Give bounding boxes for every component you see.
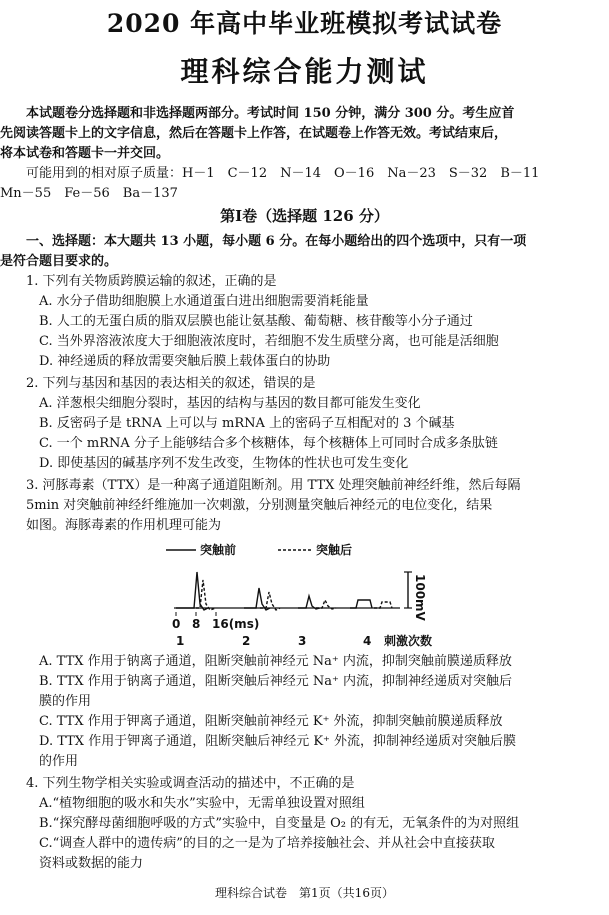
membrane-potential-figure — [160, 542, 450, 650]
section-intro-line: 是符合题目要求的。 — [0, 254, 118, 269]
stimulus-number: 1 — [176, 634, 185, 648]
pre-trace-4 — [350, 600, 372, 608]
question-2-option-c: C. 一个 mRNA 分子上能够结合多个核糖体，每个核糖体上可同时合成多条肽链 — [0, 436, 498, 451]
stimulus-axis-label: 刺激次数 — [384, 634, 433, 648]
exam-subtitle: 理科综合能力测试 — [180, 55, 429, 88]
question-3-option-a: A. TTX 作用于钠离子通道，阻断突触前神经元 Na⁺ 内流，抑制突触前膜递质释放 — [0, 654, 512, 669]
legend-pre-label: 突触前 — [200, 543, 237, 557]
question-3-option-d: D. TTX 作用于钾离子通道，阻断突触后神经元 K⁺ 外流，抑制神经递质对突触后膜 — [0, 734, 517, 749]
question-1-option-b: B. 人工的无蛋白质的脂双层膜也能让氨基酸、葡萄糖、核苷酸等小分子通过 — [0, 314, 473, 329]
question-3-stem: 5min 对突触前神经纤维施加一次刺激，分别测量突触后神经元的电位变化，结果 — [0, 498, 493, 513]
question-2-option-d: D. 即使基因的碱基序列不发生改变，生物体的性状也可发生变化 — [0, 456, 409, 471]
instruction-line: 本试题卷分选择题和非选择题两部分。考试时间 150 分钟，满分 300 分。考生应首 — [0, 106, 515, 121]
question-2-option-b: B. 反密码子是 tRNA 上可以与 mRNA 上的密码子互相配对的 3 个碱基 — [0, 416, 455, 431]
question-2-stem: 2. 下列与基因和基因的表达相关的叙述，错误的是 — [0, 376, 316, 391]
post-trace-2 — [260, 592, 280, 610]
atomic-mass-line: 可能用到的相对原子质量：H－1 C－12 N－14 O－16 Na－23 S－32 B－11 — [0, 166, 540, 181]
stimulus-number: 3 — [298, 634, 307, 648]
question-1-option-c: C. 当外界溶液浓度大于细胞液浓度时，若细胞不发生质壁分离，也可能是活细胞 — [0, 334, 499, 349]
instruction-line: 先阅读答题卡上的文字信息，然后在答题卡上作答，在试题卷上作答无效。考试结束后， — [0, 126, 508, 141]
question-4-option-c-cont: 资料或数据的能力 — [0, 856, 144, 871]
question-4-stem: 4. 下列生物学相关实验或调查活动的描述中，不正确的是 — [0, 776, 355, 791]
question-1-option-d: D. 神经递质的释放需要突触后膜上载体蛋白的协助 — [0, 354, 331, 369]
time-tick-label: 0 — [172, 617, 181, 631]
exam-title: 2020 年高中毕业班模拟考试试卷 — [106, 9, 503, 38]
pre-trace-3 — [298, 596, 320, 609]
question-3-option-c: C. TTX 作用于钾离子通道，阻断突触前神经元 K⁺ 外流，抑制突触前膜递质释放 — [0, 714, 503, 729]
question-3-option-b: B. TTX 作用于钠离子通道，阻断突触后神经元 Na⁺ 内流，抑制神经递质对突触后 — [0, 674, 513, 689]
legend-post-label: 突触后 — [316, 543, 353, 557]
scale-bar-label: 100mV — [413, 574, 427, 621]
pre-trace-1 — [176, 572, 208, 610]
question-1-option-a: A. 水分子借助细胞膜上水通道蛋白进出细胞需要消耗能量 — [0, 294, 369, 309]
question-3-stem: 如图。海豚毒素的作用机理可能为 — [0, 518, 222, 533]
atomic-mass-line: Mn－55 Fe－56 Ba－137 — [0, 186, 178, 201]
stimulus-number: 4 — [363, 634, 372, 648]
question-4-option-a: A.“植物细胞的吸水和失水”实验中，无需单独设置对照组 — [0, 796, 365, 811]
question-1-stem: 1. 下列有关物质跨膜运输的叙述，正确的是 — [0, 274, 277, 289]
post-trace-4 — [374, 602, 392, 608]
page-footer: 理科综合试卷 第1页（共16页） — [215, 886, 394, 900]
question-3-stem: 3. 河豚毒素（TTX）是一种离子通道阻断剂。用 TTX 处理突触前神经纤维，然后每隔 — [0, 478, 521, 493]
question-4-option-c: C.“调查人群中的遗传病”的目的之一是为了培养接触社会、并从社会中直接获取 — [0, 836, 495, 851]
question-3-option-d-cont: 的作用 — [0, 754, 79, 769]
instruction-line: 将本试卷和答题卡一并交回。 — [0, 146, 170, 161]
section-intro-line: 一、选择题：本大题共 13 小题，每小题 6 分。在每小题给出的四个选项中，只有一项 — [0, 234, 527, 249]
question-2-option-a: A. 洋葱根尖细胞分裂时，基因的结构与基因的数目都可能发生变化 — [0, 396, 421, 411]
stimulus-number: 2 — [242, 634, 251, 648]
question-4-option-b: B.“探究酵母菌细胞呼吸的方式”实验中，自变量是 O₂ 的有无，无氧条件的为对照组 — [0, 816, 520, 831]
time-tick-label: 8 — [192, 617, 201, 631]
question-3-option-b-cont: 膜的作用 — [0, 694, 92, 709]
section-title: 第Ⅰ卷（选择题 126 分） — [220, 207, 389, 225]
time-tick-label: 16(ms) — [212, 617, 260, 631]
